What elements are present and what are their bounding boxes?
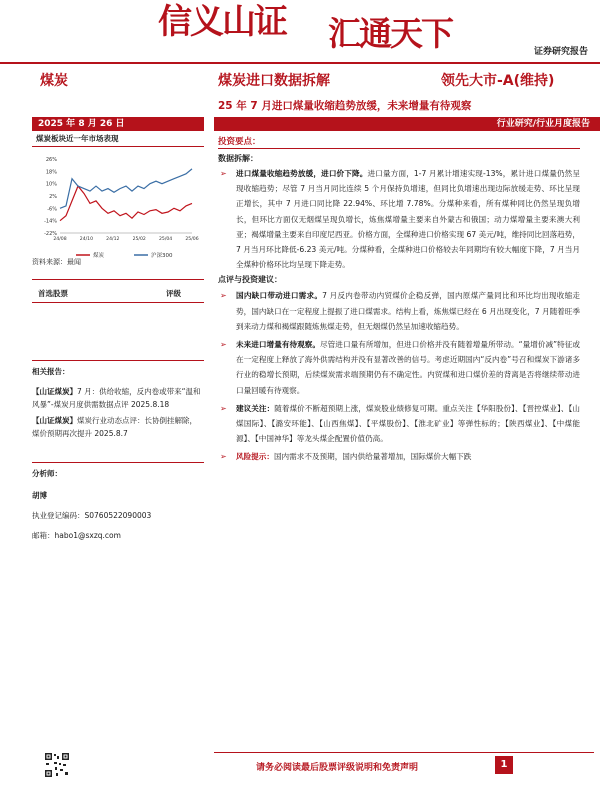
license-number: 执业登记编码：S0760522090003 bbox=[32, 511, 152, 520]
qr-code-icon bbox=[44, 752, 70, 778]
para-lead: 进口煤量收缩趋势放缓，进口价下降。 bbox=[236, 169, 368, 178]
x-tick-label: 24/12 bbox=[106, 237, 120, 242]
x-tick-label: 25/04 bbox=[158, 237, 173, 242]
risk-lead: 风险提示： bbox=[236, 452, 274, 462]
para-lead: 建议关注： bbox=[236, 403, 275, 413]
related-report-text: 7 月：供给收缩，反内卷或带来“温和风暴”-煤炭月度供需数据点评 2025.8.18 bbox=[32, 386, 201, 409]
x-tick-label: 24/10 bbox=[79, 237, 94, 242]
analyst-info bbox=[32, 462, 204, 543]
advice-head: 点评与投资建议： bbox=[218, 275, 282, 285]
para-text: 尽管进口量有所增加，但进口价格并没有随着增量所带动。“量增价减”特征或在一定程度上释放了海外供需结构并没有显著改善的信号。考虑近期国内“反内卷”号召和煤炭下游诸多行业的稳增长预期，后续煤炭需求端预期仍有不确定性。内贸煤和进口煤价差的背离是否将继续带动进口量回暖有待观察。 bbox=[236, 340, 581, 395]
chart-source: 资料来源：最闻 bbox=[32, 258, 81, 266]
related-report-tag: 【山证煤炭】 bbox=[32, 415, 77, 425]
analyst-name: 胡博 bbox=[32, 491, 47, 500]
para-text: 国内需求不及预期，国内供给量著增加，国际煤价大幅下跌 bbox=[273, 452, 472, 462]
stock-table-header bbox=[32, 279, 204, 309]
divider bbox=[32, 302, 204, 303]
related-report-tag: 【山证煤炭】 bbox=[32, 386, 77, 396]
y-tick-label: 2% bbox=[49, 194, 57, 200]
stock-col-header: 首选股票 bbox=[38, 289, 68, 298]
y-tick-label: -22% bbox=[44, 231, 57, 237]
rating-label: 领先大市-A(维持) bbox=[441, 73, 555, 89]
y-tick-label: 10% bbox=[45, 181, 57, 188]
sector-label: 煤炭 bbox=[40, 73, 68, 89]
paragraph-risk bbox=[218, 449, 580, 464]
related-report-item[interactable] bbox=[32, 414, 204, 441]
related-head: 相关报告： bbox=[32, 367, 70, 376]
arrow-bullet-icon: ➢ bbox=[220, 340, 227, 350]
x-tick-label: 25/06 bbox=[185, 237, 199, 242]
y-tick-label: -14% bbox=[44, 218, 57, 225]
report-type: 证券研究报告 bbox=[533, 47, 588, 57]
para-text: 7 月反内卷带动内贸煤价企稳反弹，国内原煤产量同比和环比均出现收缩走势，国内缺口在一定程度上提振了进口煤需求。结构上看，炼焦煤已经在 6 月出现变化，7 月随着旺季到来动力煤和褐煤跟随炼焦煤走势，但无烟煤仍然呈加速收缩趋势。 bbox=[236, 291, 581, 331]
y-tick-label: -6% bbox=[47, 206, 57, 213]
rating-col-header: 评级 bbox=[166, 289, 181, 298]
brand-right: 汇通天下 bbox=[328, 14, 452, 53]
related-report-text: 煤炭行业动态点评：长协倒挂解除，煤价预期再次提升 2025.8.7 bbox=[32, 415, 197, 438]
para-lead: 国内缺口带动进口需求。 bbox=[236, 291, 323, 301]
related-reports bbox=[32, 360, 204, 443]
legend-label: 沪深300 bbox=[151, 253, 173, 259]
y-tick-label: 18% bbox=[45, 169, 57, 176]
footer-disclaimer[interactable]: 请务必阅读最后股票评级说明和免责声明 bbox=[256, 763, 419, 773]
analyst-email[interactable]: 邮箱：habo1@sxzq.com bbox=[32, 531, 121, 540]
para-text: 随着煤价不断超预期上涨，煤炭股业绩修复可期。重点关注【华阳股份】、【晋控煤业】、【山煤国际】、【潞安环能】、【山西焦煤】、【平煤股份】、【淮北矿业】等弹性标的；【陕西煤业】、【中煤能源】、【中国神华】等龙头煤企配置价值仍高。 bbox=[236, 403, 580, 444]
performance-chart bbox=[32, 147, 204, 267]
chart-title: 煤炭板块近一年市场表现 bbox=[32, 131, 204, 147]
footer-divider bbox=[214, 752, 594, 753]
analyst-head: 分析师： bbox=[32, 469, 62, 478]
brand-logo bbox=[158, 0, 488, 52]
highlights-title: 投资要点： bbox=[218, 135, 580, 149]
arrow-bullet-icon: ➢ bbox=[220, 452, 227, 462]
paragraph-recommendation bbox=[218, 401, 580, 447]
para-text: 进口量方面，1-7 月累计增速实现-13%，累计进口煤量仍然呈现收缩趋势；尽管 7 月当月同比连续 5 个月保持负增速，但同比负增速出现边际放缓走势、环比呈现正增长，其中 7 月进口同比降 22.94%、环比增 7.78%。分煤种来看，所有煤种同比仍然呈现负增长，但环比方面仅无烟煤呈现负增长，炼焦煤增量主要来自外蒙古和俄国；动力煤增量主要来澳大利亚；褐煤增量主要来自印度尼西亚。价格方面，全煤种进口价格实现 67 美元/吨，维持同比回落趋势，7 月当月环比降低-6.23 美元/吨。分煤种看，全煤种进口价格较去年同期均有较大幅度下降，7 月当月全煤种价格环比均呈现下降走势。 bbox=[236, 169, 581, 270]
chart-svg bbox=[32, 147, 204, 267]
paragraph-future-increment bbox=[218, 337, 580, 398]
category-bar: 行业研究/行业月度报告 bbox=[214, 117, 600, 131]
series-line bbox=[60, 186, 192, 221]
related-report-item[interactable] bbox=[32, 385, 204, 412]
page-number: 1 bbox=[495, 756, 513, 774]
paragraph-import-trend bbox=[218, 166, 580, 272]
x-tick-label: 25/02 bbox=[132, 237, 146, 242]
paragraph-domestic-gap bbox=[218, 288, 580, 334]
para-lead: 未来进口增量有待观察。 bbox=[236, 340, 321, 350]
left-column bbox=[32, 131, 204, 267]
right-column bbox=[218, 135, 580, 465]
arrow-bullet-icon: ➢ bbox=[220, 169, 227, 178]
title-bar bbox=[0, 62, 600, 116]
x-tick-label: 24/08 bbox=[53, 237, 67, 242]
brand-left: 信义山证 bbox=[158, 2, 286, 42]
date-bar: 2025 年 8 月 26 日 bbox=[32, 117, 204, 131]
arrow-bullet-icon: ➢ bbox=[220, 291, 227, 301]
y-tick-label: 26% bbox=[45, 157, 57, 163]
arrow-bullet-icon: ➢ bbox=[220, 403, 227, 413]
report-subtitle: 25 年 7 月进口煤量收缩趋势放缓，未来增量有待观察 bbox=[218, 100, 472, 112]
legend-label: 煤炭 bbox=[93, 253, 105, 259]
data-breakdown-head: 数据拆解： bbox=[218, 154, 258, 163]
report-title: 煤炭进口数据拆解 bbox=[218, 73, 330, 89]
